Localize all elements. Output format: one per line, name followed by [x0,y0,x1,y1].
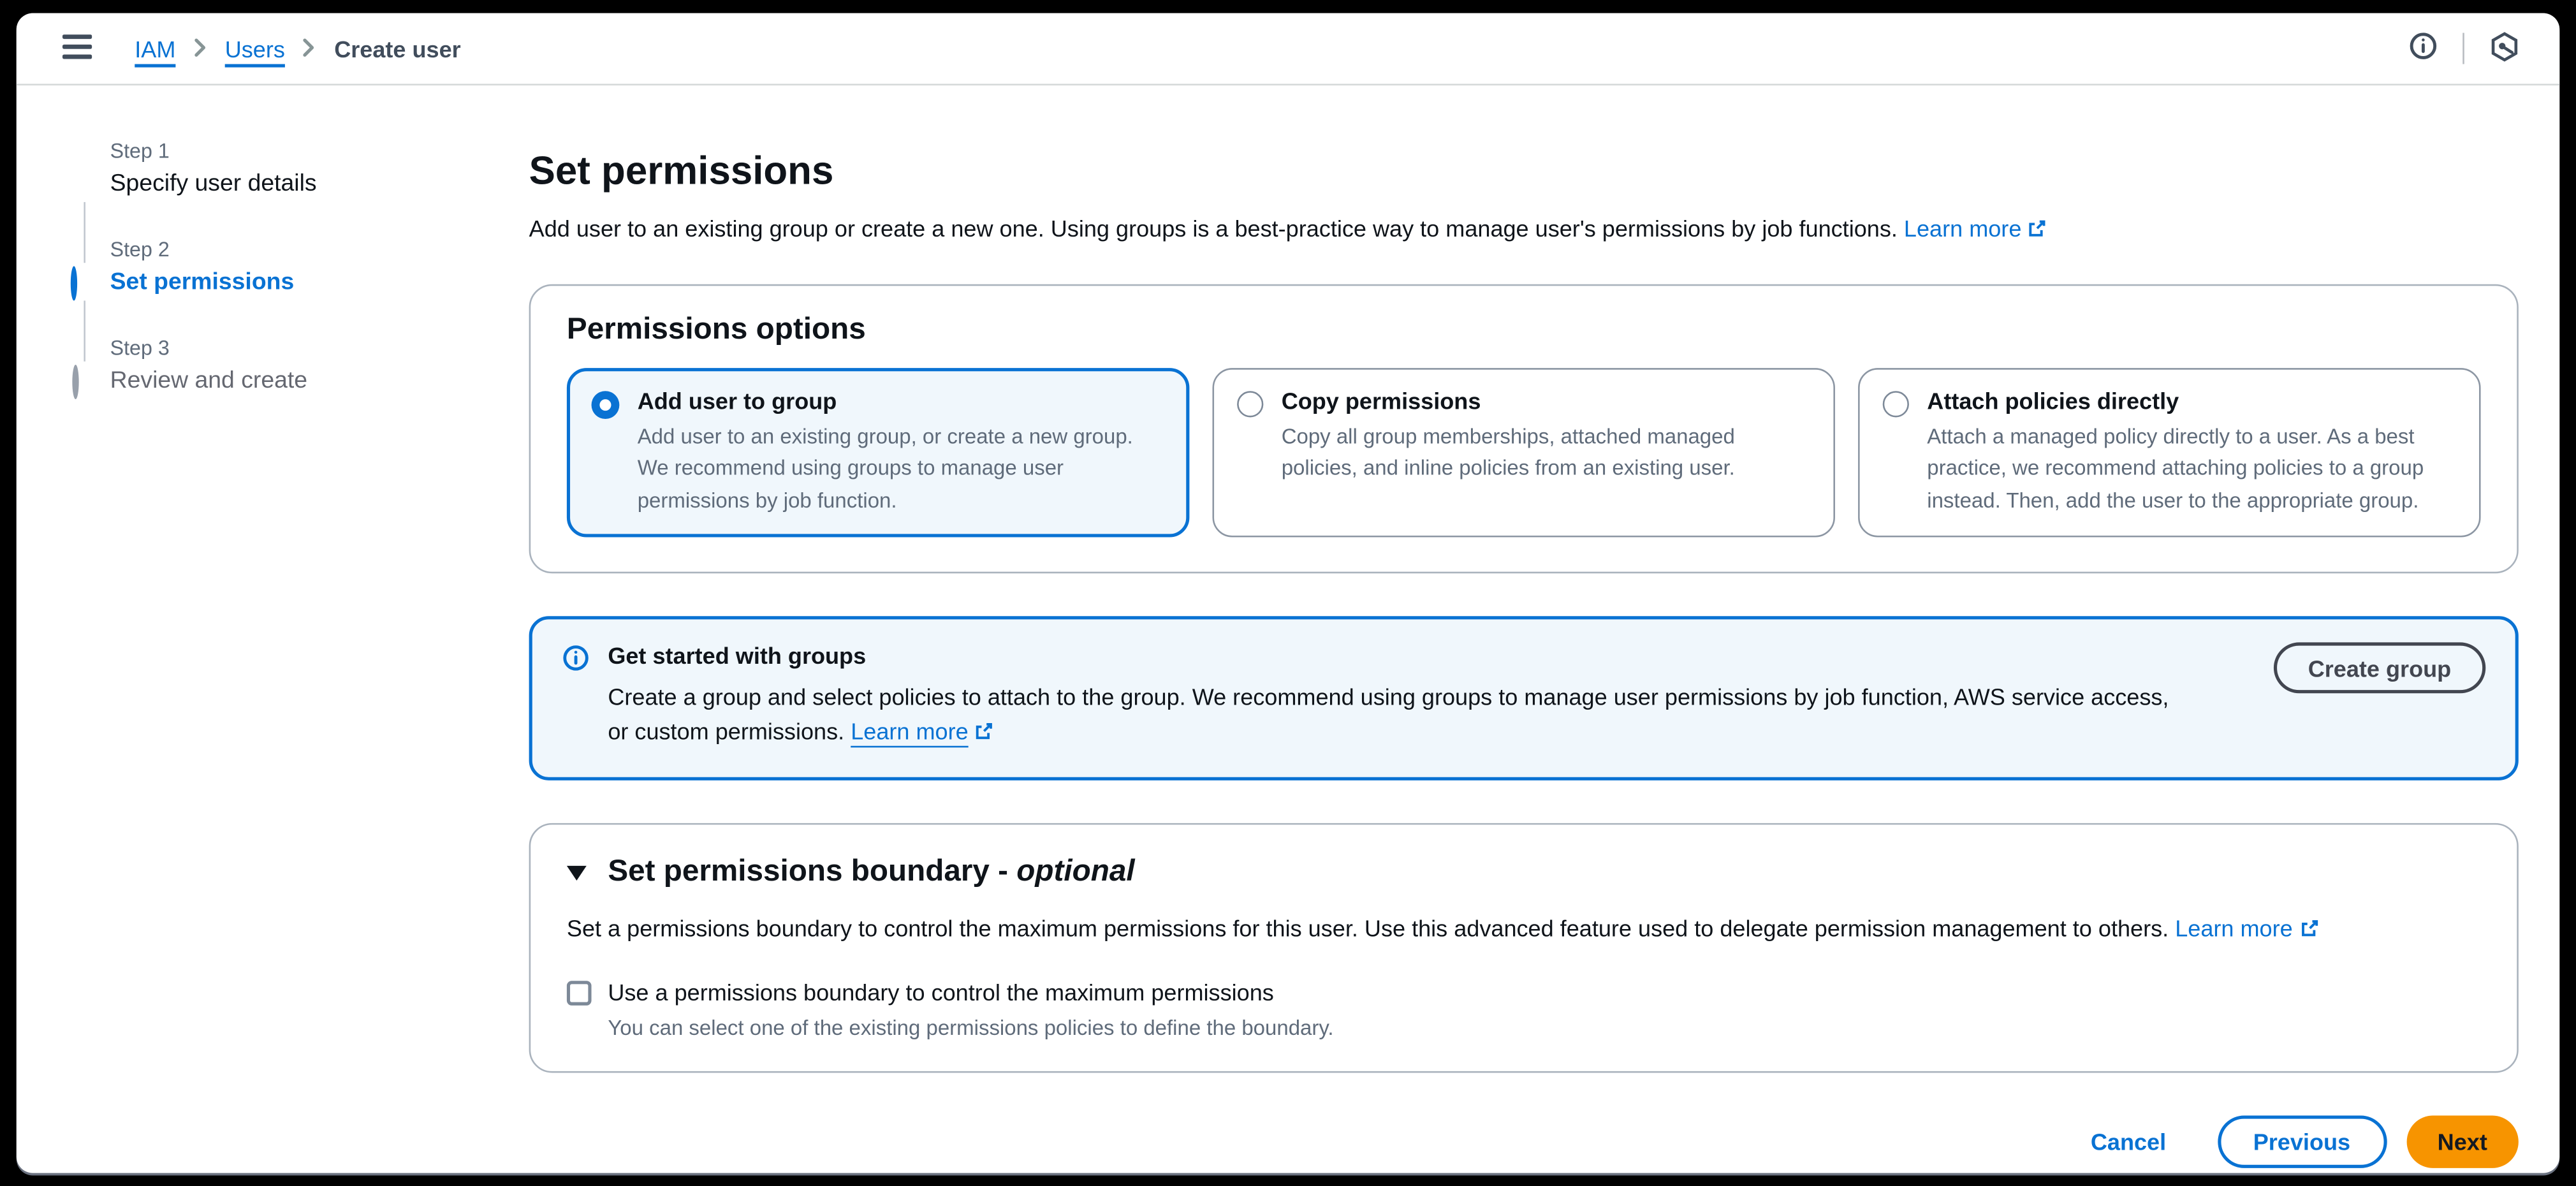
option-card-copy-permissions[interactable] [1212,368,1835,538]
external-link-icon [2299,918,2319,944]
option-card-attach-policies-directly[interactable] [1858,368,2481,538]
breadcrumb-current-page: Create user [334,35,461,62]
wizard-step-1[interactable] [71,138,529,200]
permissions-options-container [529,284,2519,574]
banner-body-line-2-text: or custom permissions. [608,718,845,745]
learn-more-link[interactable]: Learn more [1904,216,2048,242]
external-link-icon [2028,217,2048,243]
permissions-boundary-expander[interactable] [567,853,2481,890]
step-label: Step 3 [110,337,170,360]
page-title: Set permissions [529,149,834,194]
banner-body-line-1: Create a group and select policies to attach to the group. We recommend using groups to manage user permissions by job function, AWS service access, [608,684,2169,710]
wizard-step-3 [71,335,529,398]
checkbox-help-text: You can select one of the existing permissions policies to define the boundary. [608,1016,1334,1041]
step-current-icon [71,270,77,299]
banner-body-line-2 [608,715,2169,752]
step-label: Step 2 [110,238,170,261]
option-card-title: Add user to group [637,388,837,414]
chevron-right-icon [194,35,207,61]
permissions-options-title: Permissions options [566,310,866,346]
permissions-boundary-title: Set permissions boundary - optional [608,853,1135,888]
wizard-footer-actions [529,1116,2519,1168]
caret-down-icon [567,865,587,880]
info-icon [562,645,590,681]
use-permissions-boundary-checkbox-row[interactable] [567,978,2481,1009]
cloudshell-button[interactable] [2489,31,2520,67]
info-help-button[interactable] [2408,31,2438,66]
external-link-icon [975,720,995,746]
radio-unselected-icon[interactable] [1883,391,1909,417]
permissions-boundary-description [567,912,2481,947]
hamburger-menu-button[interactable] [62,34,92,63]
info-icon [2408,31,2438,66]
step-title-specify-user-details[interactable]: Specify user details [110,170,317,198]
option-card-description: Attach a managed policy directly to a user. As a best practice, we recommend attaching policies to a group instead. Then, add the user to the appropriate group. [1927,423,2424,513]
breadcrumb-link-iam[interactable]: IAM [135,35,176,62]
wizard-steps-nav [17,85,529,1169]
banner-title: Get started with groups [608,643,867,670]
option-card-description: Add user to an existing group, or create a new group. We recommend using groups to manage user permissions by job function. [637,423,1133,513]
checkbox-label: Use a permissions boundary to control the maximum permissions [608,979,1274,1006]
hexagon-icon [2489,31,2520,67]
create-group-button[interactable]: Create group [2274,643,2486,694]
option-card-description: Copy all group memberships, attached managed policies, and inline policies from an existing user. [1281,423,1735,481]
radio-unselected-icon[interactable] [1237,391,1263,417]
wizard-step-2[interactable] [71,237,529,299]
step-upcoming-icon [71,368,79,397]
permissions-boundary-container [529,824,2519,1074]
step-label: Step 1 [110,140,170,163]
step-completed-icon [71,171,73,200]
get-started-with-groups-banner [529,617,2519,781]
step-title-review-and-create: Review and create [110,368,308,395]
page-description [529,212,2519,246]
option-card-add-user-to-group[interactable] [567,368,1190,538]
breadcrumb [135,35,460,61]
optional-label: optional [1016,853,1135,888]
main-content [529,85,2560,1169]
banner-learn-more-link[interactable]: Learn more [851,719,995,745]
next-button[interactable]: Next [2406,1116,2519,1168]
cancel-button[interactable]: Cancel [2090,1129,2167,1156]
boundary-learn-more-link[interactable]: Learn more [2175,916,2319,942]
option-card-title: Attach policies directly [1927,388,2179,414]
permissions-boundary-description-text: Set a permissions boundary to control the maximum permissions for this user. Use this advanced feature used to delegate permission management to others. [566,915,2169,942]
topbar-divider [2463,33,2464,64]
page-description-text: Add user to an existing group or create a new one. Using groups is a best-practice way to manage user's permissions by job functions. [529,215,1898,242]
option-card-title: Copy permissions [1281,388,1481,414]
radio-selected-icon[interactable] [592,391,620,419]
top-navigation-bar [17,13,2559,85]
banner-text [608,643,2169,751]
step-title-set-permissions[interactable]: Set permissions [110,269,295,296]
breadcrumb-link-users[interactable]: Users [224,35,285,62]
checkbox-unchecked-icon[interactable] [567,981,592,1006]
page-body [17,85,2559,1169]
browser-app-window [17,13,2559,1173]
topbar-right-controls [2408,31,2520,67]
chevron-right-icon [303,35,316,61]
permissions-option-cards [567,368,2481,538]
hamburger-icon [62,34,92,63]
previous-button[interactable]: Previous [2217,1116,2387,1168]
